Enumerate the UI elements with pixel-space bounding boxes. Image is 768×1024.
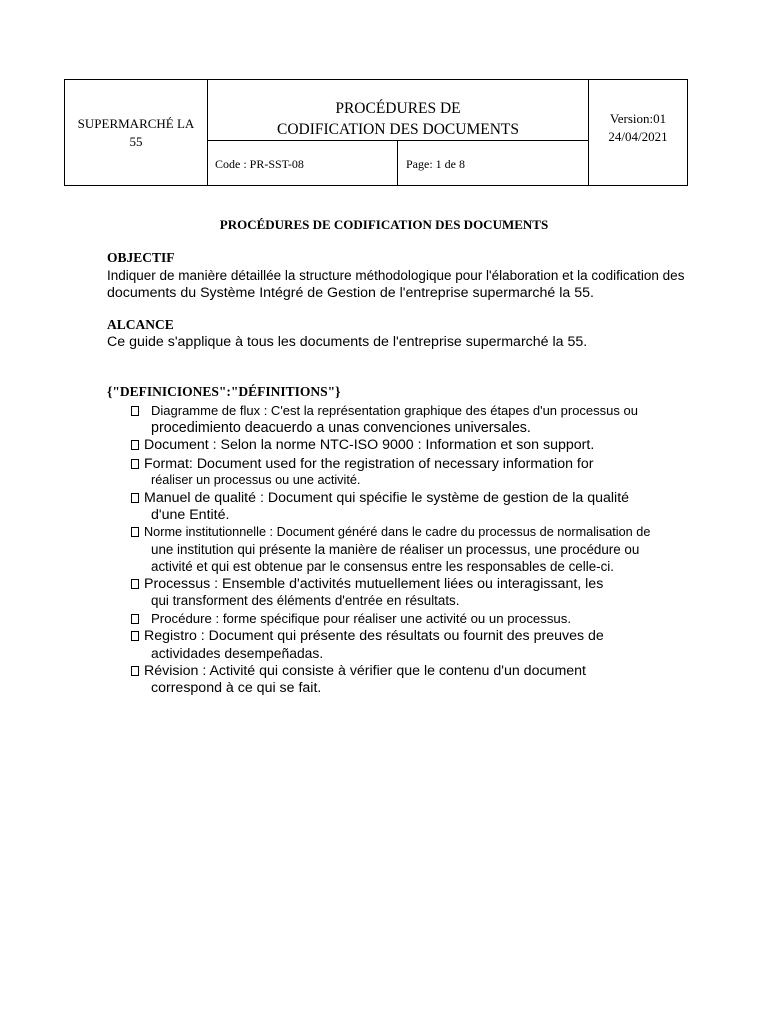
document-header-table [64, 79, 688, 186]
definition-line: d'une Entité. [151, 507, 230, 523]
alcance-heading: ALCANCE [107, 317, 174, 332]
definition-line: Diagramme de flux : C'est la représentation graphique des étapes d'un processus ou [151, 403, 638, 418]
definition-line: activité et qui est obtenue par le consensus entre les responsables de celle-ci. [151, 559, 614, 574]
header-title-line2: CODIFICATION DES DOCUMENTS [277, 121, 519, 138]
objectif-heading: OBJECTIF [107, 250, 175, 265]
objectif-line-2: documents du Système Intégré de Gestion de l'entreprise supermarché la 55. [107, 285, 594, 301]
definition-line: Processus : Ensemble d'activités mutuellement liées ou interagissant, les [144, 576, 604, 592]
definition-line: une institution qui présente la manière de réaliser un processus, une procédure ou [151, 542, 640, 557]
missing-glyph-icon [131, 406, 139, 416]
definition-line: Procédure : forme spécifique pour réaliser une activité ou un processus. [151, 611, 572, 626]
missing-glyph-icon [131, 579, 139, 589]
header-title-line1: PROCÉDURES DE [335, 100, 461, 117]
missing-glyph-icon [131, 631, 139, 641]
definition-line: procedimiento deacuerdo a unas convenciones universales. [151, 420, 531, 436]
missing-glyph-icon [131, 614, 139, 624]
version-cell [588, 80, 687, 185]
definition-line: Révision : Activité qui consiste à vérifier que le contenu d'un document [144, 663, 586, 679]
definition-line: Document : Selon la norme NTC-ISO 9000 : Information et son support. [144, 437, 595, 453]
definition-line: actividades desempeñadas. [151, 645, 324, 661]
header-title-cell [208, 80, 588, 141]
definition-line: Registro : Document qui présente des résultats ou fournit des preuves de [144, 628, 604, 644]
objectif-line-1: Indiquer de manière détaillée la structure méthodologique pour l'élaboration et la codification des [107, 268, 685, 283]
definition-line: réaliser un processus ou une activité. [151, 473, 361, 487]
page-number: Page: 1 de 8 [406, 157, 465, 171]
version-label: Version:01 [609, 111, 667, 126]
document-code: Code : PR-SST-08 [208, 141, 398, 185]
definition-line: Norme institutionnelle : Document généré dans le cadre du processus de normalisation de [144, 525, 651, 539]
missing-glyph-icon [131, 459, 139, 469]
objectif-text [107, 267, 684, 302]
definition-line: qui transforment des éléments d'entrée en résultats. [151, 593, 460, 608]
alcance-text: Ce guide s'applique à tous les documents de l'entreprise supermarché la 55. [107, 334, 588, 350]
company-name-line2: 55 [129, 133, 143, 149]
document-title: PROCÉDURES DE CODIFICATION DES DOCUMENTS [219, 217, 549, 232]
company-name-line1: SUPERMARCHÉ LA [77, 115, 195, 131]
missing-glyph-icon [131, 666, 139, 676]
definition-line: Manuel de qualité : Document qui spécifie le système de gestion de la qualité [144, 490, 630, 506]
missing-glyph-icon [131, 527, 139, 537]
definition-line: correspond à ce qui se fait. [151, 680, 322, 696]
missing-glyph-icon [131, 493, 139, 503]
missing-glyph-icon [131, 440, 139, 450]
definitions-heading: {"DEFINICIONES":"DÉFINITIONS"} [107, 384, 341, 399]
company-cell [65, 80, 208, 185]
version-date: 24/04/2021 [608, 129, 668, 144]
definition-line: Format: Document used for the registration of necessary information for [144, 456, 594, 472]
